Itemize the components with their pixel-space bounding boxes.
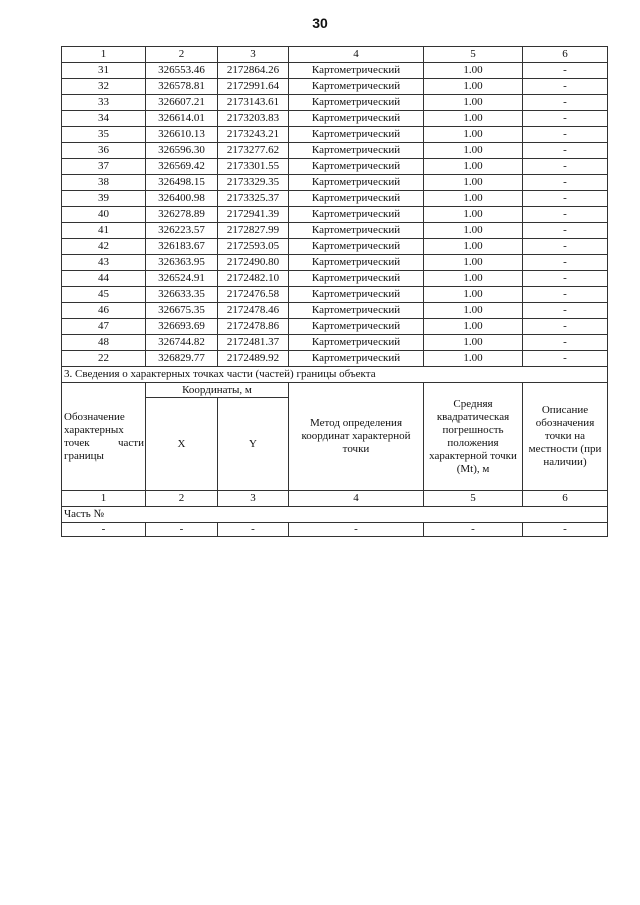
y-coordinate: 2172482.10	[218, 271, 289, 287]
table-row	[62, 255, 608, 271]
point-id: 33	[62, 95, 146, 111]
column-number: 5	[424, 491, 523, 507]
point-id: 22	[62, 351, 146, 367]
x-coordinate: 326633.35	[146, 287, 218, 303]
method: Картометрический	[289, 255, 424, 271]
description: -	[523, 111, 608, 127]
column-number: 4	[289, 491, 424, 507]
point-id: 35	[62, 127, 146, 143]
empty-cell: -	[218, 523, 289, 537]
error-value: 1.00	[424, 159, 523, 175]
description: -	[523, 191, 608, 207]
description: -	[523, 319, 608, 335]
error-value: 1.00	[424, 239, 523, 255]
table-row	[62, 79, 608, 95]
y-coordinate: 2172490.80	[218, 255, 289, 271]
y-coordinate: 2172864.26	[218, 63, 289, 79]
table-row	[62, 287, 608, 303]
y-coordinate: 2172593.05	[218, 239, 289, 255]
error-value: 1.00	[424, 63, 523, 79]
method: Картометрический	[289, 111, 424, 127]
error-value: 1.00	[424, 303, 523, 319]
y-header: Y	[218, 398, 289, 491]
error-header: Средняя квадратическая погрешность положения характерной точки (Mt), м	[424, 383, 523, 491]
y-coordinate: 2172941.39	[218, 207, 289, 223]
description: -	[523, 303, 608, 319]
method: Картометрический	[289, 319, 424, 335]
x-coordinate: 326607.21	[146, 95, 218, 111]
error-value: 1.00	[424, 335, 523, 351]
part-label: Часть №	[62, 507, 608, 523]
description: -	[523, 159, 608, 175]
table-row	[62, 191, 608, 207]
y-coordinate: 2173325.37	[218, 191, 289, 207]
table-row	[62, 271, 608, 287]
part-label-row	[62, 507, 608, 523]
error-value: 1.00	[424, 127, 523, 143]
y-coordinate: 2173243.21	[218, 127, 289, 143]
point-id: 39	[62, 191, 146, 207]
column-number: 2	[146, 47, 218, 63]
coordinates-header: Координаты, м	[146, 383, 289, 398]
method: Картометрический	[289, 335, 424, 351]
x-coordinate: 326400.98	[146, 191, 218, 207]
point-id: 43	[62, 255, 146, 271]
method: Картометрический	[289, 95, 424, 111]
method: Картометрический	[289, 127, 424, 143]
empty-cell: -	[62, 523, 146, 537]
x-coordinate: 326498.15	[146, 175, 218, 191]
description: -	[523, 63, 608, 79]
method: Картометрический	[289, 223, 424, 239]
page-number: 30	[312, 15, 328, 31]
method: Картометрический	[289, 239, 424, 255]
description: -	[523, 255, 608, 271]
description: -	[523, 351, 608, 367]
x-coordinate: 326693.69	[146, 319, 218, 335]
section-title: 3. Сведения о характерных точках части (частей) границы объекта	[62, 367, 608, 383]
table-row	[62, 239, 608, 255]
error-value: 1.00	[424, 95, 523, 111]
description: -	[523, 335, 608, 351]
point-id: 31	[62, 63, 146, 79]
point-id: 45	[62, 287, 146, 303]
point-id: 48	[62, 335, 146, 351]
y-coordinate: 2173203.83	[218, 111, 289, 127]
column-number: 3	[218, 491, 289, 507]
x-coordinate: 326223.57	[146, 223, 218, 239]
table-row	[62, 223, 608, 239]
table-row	[62, 143, 608, 159]
error-value: 1.00	[424, 111, 523, 127]
error-value: 1.00	[424, 287, 523, 303]
x-coordinate: 326610.13	[146, 127, 218, 143]
table-row	[62, 159, 608, 175]
point-id: 40	[62, 207, 146, 223]
point-id: 34	[62, 111, 146, 127]
method: Картометрический	[289, 175, 424, 191]
x-coordinate: 326675.35	[146, 303, 218, 319]
empty-cell: -	[289, 523, 424, 537]
table-row	[62, 335, 608, 351]
x-coordinate: 326596.30	[146, 143, 218, 159]
point-id: 36	[62, 143, 146, 159]
error-value: 1.00	[424, 319, 523, 335]
point-id: 46	[62, 303, 146, 319]
column-number: 6	[523, 47, 608, 63]
empty-cell: -	[424, 523, 523, 537]
x-coordinate: 326569.42	[146, 159, 218, 175]
point-id: 37	[62, 159, 146, 175]
description: -	[523, 287, 608, 303]
description: -	[523, 79, 608, 95]
method: Картометрический	[289, 271, 424, 287]
description-header: Описание обозначения точки на местности (при наличии)	[523, 383, 608, 491]
table-row	[62, 351, 608, 367]
description: -	[523, 143, 608, 159]
y-coordinate: 2172476.58	[218, 287, 289, 303]
method: Картометрический	[289, 63, 424, 79]
table-row	[62, 95, 608, 111]
section-title-row	[62, 367, 608, 383]
designation-header: Обозначение характерных точек части границы	[62, 383, 146, 491]
y-coordinate: 2172478.46	[218, 303, 289, 319]
table-row	[62, 63, 608, 79]
method: Картометрический	[289, 191, 424, 207]
section-column-number-row	[62, 491, 608, 507]
table-row	[62, 111, 608, 127]
column-number-row	[62, 47, 608, 63]
points-table	[61, 46, 608, 537]
table-row	[62, 319, 608, 335]
column-number: 3	[218, 47, 289, 63]
empty-data-row	[62, 523, 608, 537]
table-row	[62, 207, 608, 223]
y-coordinate: 2172827.99	[218, 223, 289, 239]
y-coordinate: 2173277.62	[218, 143, 289, 159]
column-number: 5	[424, 47, 523, 63]
method-header: Метод определения координат характерной точки	[289, 383, 424, 491]
x-coordinate: 326183.67	[146, 239, 218, 255]
error-value: 1.00	[424, 255, 523, 271]
method: Картометрический	[289, 351, 424, 367]
description: -	[523, 127, 608, 143]
y-coordinate: 2173329.35	[218, 175, 289, 191]
error-value: 1.00	[424, 223, 523, 239]
x-coordinate: 326278.89	[146, 207, 218, 223]
description: -	[523, 175, 608, 191]
point-id: 42	[62, 239, 146, 255]
point-id: 41	[62, 223, 146, 239]
y-coordinate: 2172489.92	[218, 351, 289, 367]
error-value: 1.00	[424, 207, 523, 223]
method: Картометрический	[289, 79, 424, 95]
table-row	[62, 175, 608, 191]
x-header: X	[146, 398, 218, 491]
point-id: 44	[62, 271, 146, 287]
x-coordinate: 326363.95	[146, 255, 218, 271]
table-row	[62, 303, 608, 319]
empty-cell: -	[146, 523, 218, 537]
method: Картометрический	[289, 207, 424, 223]
x-coordinate: 326614.01	[146, 111, 218, 127]
x-coordinate: 326829.77	[146, 351, 218, 367]
method: Картометрический	[289, 159, 424, 175]
column-number: 1	[62, 491, 146, 507]
section-header-row	[62, 383, 608, 398]
x-coordinate: 326744.82	[146, 335, 218, 351]
y-coordinate: 2172991.64	[218, 79, 289, 95]
description: -	[523, 207, 608, 223]
description: -	[523, 95, 608, 111]
method: Картометрический	[289, 143, 424, 159]
y-coordinate: 2172481.37	[218, 335, 289, 351]
y-coordinate: 2172478.86	[218, 319, 289, 335]
description: -	[523, 223, 608, 239]
table-row	[62, 127, 608, 143]
error-value: 1.00	[424, 175, 523, 191]
column-number: 4	[289, 47, 424, 63]
column-number: 1	[62, 47, 146, 63]
point-id: 32	[62, 79, 146, 95]
x-coordinate: 326524.91	[146, 271, 218, 287]
y-coordinate: 2173143.61	[218, 95, 289, 111]
point-id: 47	[62, 319, 146, 335]
description: -	[523, 239, 608, 255]
y-coordinate: 2173301.55	[218, 159, 289, 175]
description: -	[523, 271, 608, 287]
error-value: 1.00	[424, 351, 523, 367]
x-coordinate: 326553.46	[146, 63, 218, 79]
error-value: 1.00	[424, 271, 523, 287]
x-coordinate: 326578.81	[146, 79, 218, 95]
empty-cell: -	[523, 523, 608, 537]
error-value: 1.00	[424, 191, 523, 207]
error-value: 1.00	[424, 143, 523, 159]
point-id: 38	[62, 175, 146, 191]
column-number: 2	[146, 491, 218, 507]
column-number: 6	[523, 491, 608, 507]
error-value: 1.00	[424, 79, 523, 95]
method: Картометрический	[289, 287, 424, 303]
method: Картометрический	[289, 303, 424, 319]
